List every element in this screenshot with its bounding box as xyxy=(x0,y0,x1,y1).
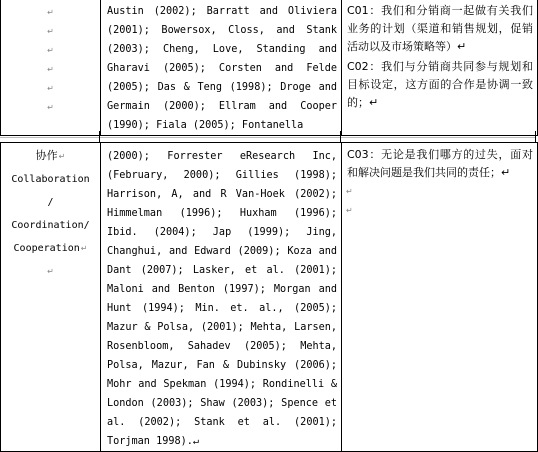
paragraph-mark-icon: ↵ xyxy=(47,65,54,74)
items-cell xyxy=(342,143,538,452)
item-c03: C03：无论是我们哪方的过失，面对和解决问题是我们共同的责任；↵ xyxy=(347,148,533,179)
page-break-tick xyxy=(340,131,341,142)
page-break-tick xyxy=(535,131,536,142)
references-text: (2000); Forrester eResearch Inc, (February, 2000); Gillies (1998); Harrison, A, and R Van-Hoek (2002); Himmelman (1996); Huxham (1996); Ibid. (2004); Jap (1999); Jing, Changhui, and Edward (2009); Koza and Dant (2007); Lasker, et al. (2001); Maloni and Benton (1997); Morgan and Hunt (1994); Min. et. al., (2005); Mazur & Polsa, (2001); Mehta, Larsen, Rosenbloom, Sahadev (2005); Mehta, Polsa, Mazur, Fan & Dubinsky (2006); Mohr and Spekman (1994); Rondinelli & London (2003); Shaw (2003); Spence et al. (2002); Stank et al. (2001); Torjman 1998).↵ xyxy=(107,151,337,447)
page-break-line xyxy=(0,137,536,138)
category-en-4: Cooperation xyxy=(13,243,80,254)
items-list xyxy=(342,0,537,112)
paragraph-mark-icon: ↵ xyxy=(47,84,54,93)
table-row xyxy=(1,143,538,452)
page-break-tick xyxy=(99,131,100,142)
paragraph-mark-icon: ↵ xyxy=(47,103,54,112)
paragraph-mark-icon: ↵ xyxy=(47,267,54,276)
items-cell-top xyxy=(342,0,538,136)
category-zh: 协作 xyxy=(35,149,58,162)
table-top-fragment xyxy=(0,0,538,136)
paragraph-mark-icon: ↵ xyxy=(47,27,54,36)
paragraph-marks xyxy=(342,182,537,220)
category-cell-top xyxy=(1,0,101,136)
references-cell-top xyxy=(101,0,342,136)
paragraph-mark-icon: ↵ xyxy=(80,244,88,253)
item-c01: C01：我们和分销商一起做有关我们业务的计划（渠道和销售规划，促销活动以及市场策略等）↵ xyxy=(347,4,533,53)
table-bottom-fragment xyxy=(0,142,538,452)
category-cell xyxy=(1,143,101,452)
paragraph-mark-icon: ↵ xyxy=(47,8,54,17)
item-c02: C02：我们与分销商共同参与规划和目标设定，这方面的合作是协调一致的；↵ xyxy=(347,60,533,109)
items-list xyxy=(342,143,537,182)
category-en-2: / xyxy=(47,197,54,208)
category-en-3: Coordination/ xyxy=(11,220,90,231)
table-row xyxy=(1,0,538,136)
paragraph-mark-icon: ↵ xyxy=(346,206,353,215)
paragraph-mark-icon: ↵ xyxy=(346,187,353,196)
references-cell xyxy=(101,143,342,452)
references-text: Austin (2002); Barratt and Oliviera (2001); Bowersox, Closs, and Stank (2003); Cheng, Love, Standing and Gharavi (2005); Corsten and Felde (2005); Das & Teng (1998); Droge and Germain (2000); Ellram and Cooper (1990); Fiala (2005); Fontanella xyxy=(107,6,337,131)
paragraph-mark-icon: ↵ xyxy=(58,152,66,161)
category-en-1: Collaboration xyxy=(11,174,90,185)
category-label xyxy=(1,143,100,283)
paragraph-marks xyxy=(1,0,100,117)
paragraph-mark-icon: ↵ xyxy=(47,46,54,55)
